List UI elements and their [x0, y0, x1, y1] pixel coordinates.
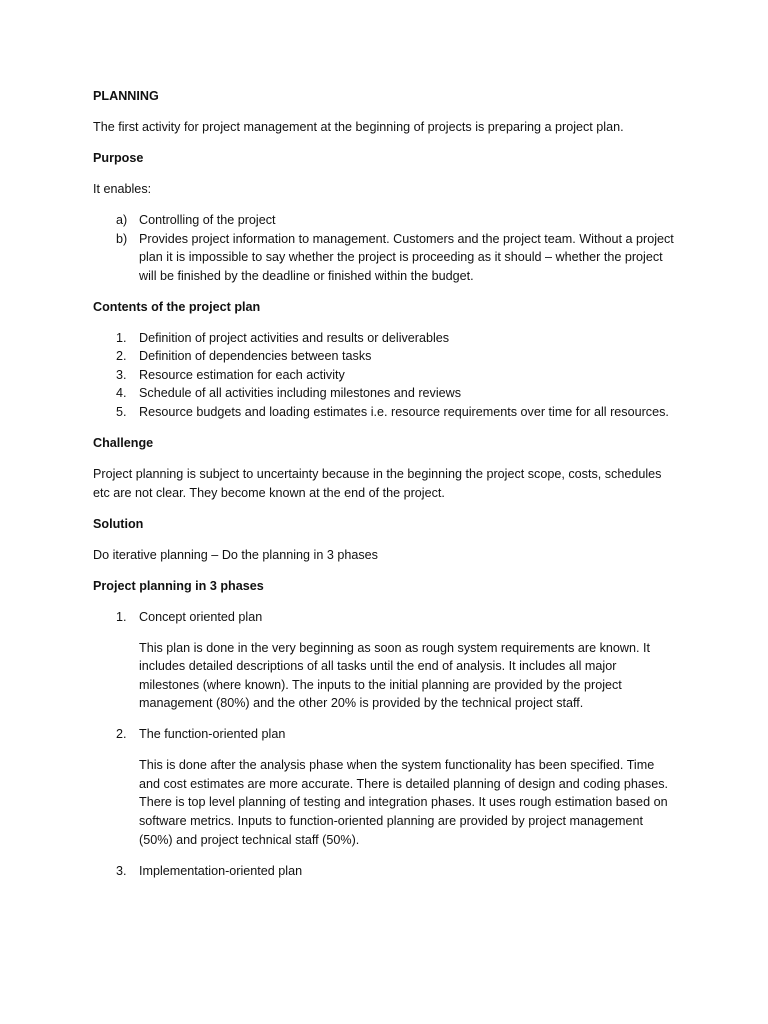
phase-description: This is done after the analysis phase when the system functionality has been specified. Time and cost estimates are more accurate. There is detailed planning of design and coding phases. There is top level planning of testing and integration phases. It uses rough estimation based on software metrics. Inputs to function-oriented planning are provided by project management (50%) and project technical staff (50%).: [139, 758, 669, 847]
list-item-text: Definition of dependencies between tasks: [139, 349, 372, 364]
phase-title: The function-oriented plan: [139, 727, 286, 742]
list-item-text: Resource budgets and loading estimates i.e. resource requirements over time for all resources.: [139, 405, 669, 420]
list-marker: 2.: [116, 727, 127, 742]
phase-item: [93, 608, 676, 713]
purpose-lead: It enables:: [93, 181, 152, 196]
solution-paragraph: Do iterative planning – Do the planning in 3 phases: [93, 547, 378, 562]
list-item-text: Resource estimation for each activity: [139, 367, 345, 382]
phase-title: Implementation-oriented plan: [139, 863, 303, 878]
list-marker: 1.: [116, 609, 127, 624]
phase-title: Concept oriented plan: [139, 609, 263, 624]
list-item: [93, 329, 676, 348]
solution-heading: Solution: [93, 516, 144, 531]
contents-list: [93, 329, 676, 422]
list-marker: b): [116, 231, 128, 246]
list-marker: 3.: [116, 367, 127, 382]
list-item-text: Controlling of the project: [139, 212, 276, 227]
list-item: [93, 347, 676, 366]
phase-item: [93, 725, 676, 849]
challenge-paragraph: Project planning is subject to uncertainty because in the beginning the project scope, costs, schedules etc are not clear. They become known at the end of the project.: [93, 467, 662, 500]
phase-title-row: [93, 608, 676, 627]
list-item: [93, 366, 676, 385]
contents-heading: Contents of the project plan: [93, 299, 261, 314]
phase-description: This plan is done in the very beginning as soon as rough system requirements are known. It includes detailed descriptions of all tasks until the end of analysis. It includes all major milestones (where known). The inputs to the initial planning are provided by the project management (80%) and the other 20% is provided by the technical project staff.: [139, 640, 651, 711]
list-marker: 1.: [116, 330, 127, 345]
phase-item: [93, 862, 676, 881]
phase-title-row: [93, 862, 676, 881]
list-marker: 4.: [116, 386, 127, 401]
document-title: PLANNING: [93, 89, 159, 103]
list-marker: 2.: [116, 349, 127, 364]
list-item-text: Provides project information to management. Customers and the project team. Without a project plan it is impossible to say whether the project is proceeding as it should – whether the project will be finished by the deadline or finished within the budget.: [139, 231, 674, 283]
list-item-text: Schedule of all activities including milestones and reviews: [139, 386, 462, 401]
list-item: [93, 403, 676, 422]
list-item: [93, 230, 676, 286]
list-marker: a): [116, 212, 128, 227]
list-item: [93, 384, 676, 403]
challenge-heading: Challenge: [93, 436, 154, 451]
intro-paragraph: The first activity for project management at the beginning of projects is preparing a project plan.: [93, 119, 624, 134]
list-item: [93, 211, 676, 230]
list-item-text: Definition of project activities and results or deliverables: [139, 330, 450, 345]
purpose-heading: Purpose: [93, 150, 144, 165]
phase-title-row: [93, 725, 676, 744]
list-marker: 5.: [116, 405, 127, 420]
purpose-list: [93, 211, 676, 285]
phases-heading: Project planning in 3 phases: [93, 578, 264, 593]
list-marker: 3.: [116, 863, 127, 878]
